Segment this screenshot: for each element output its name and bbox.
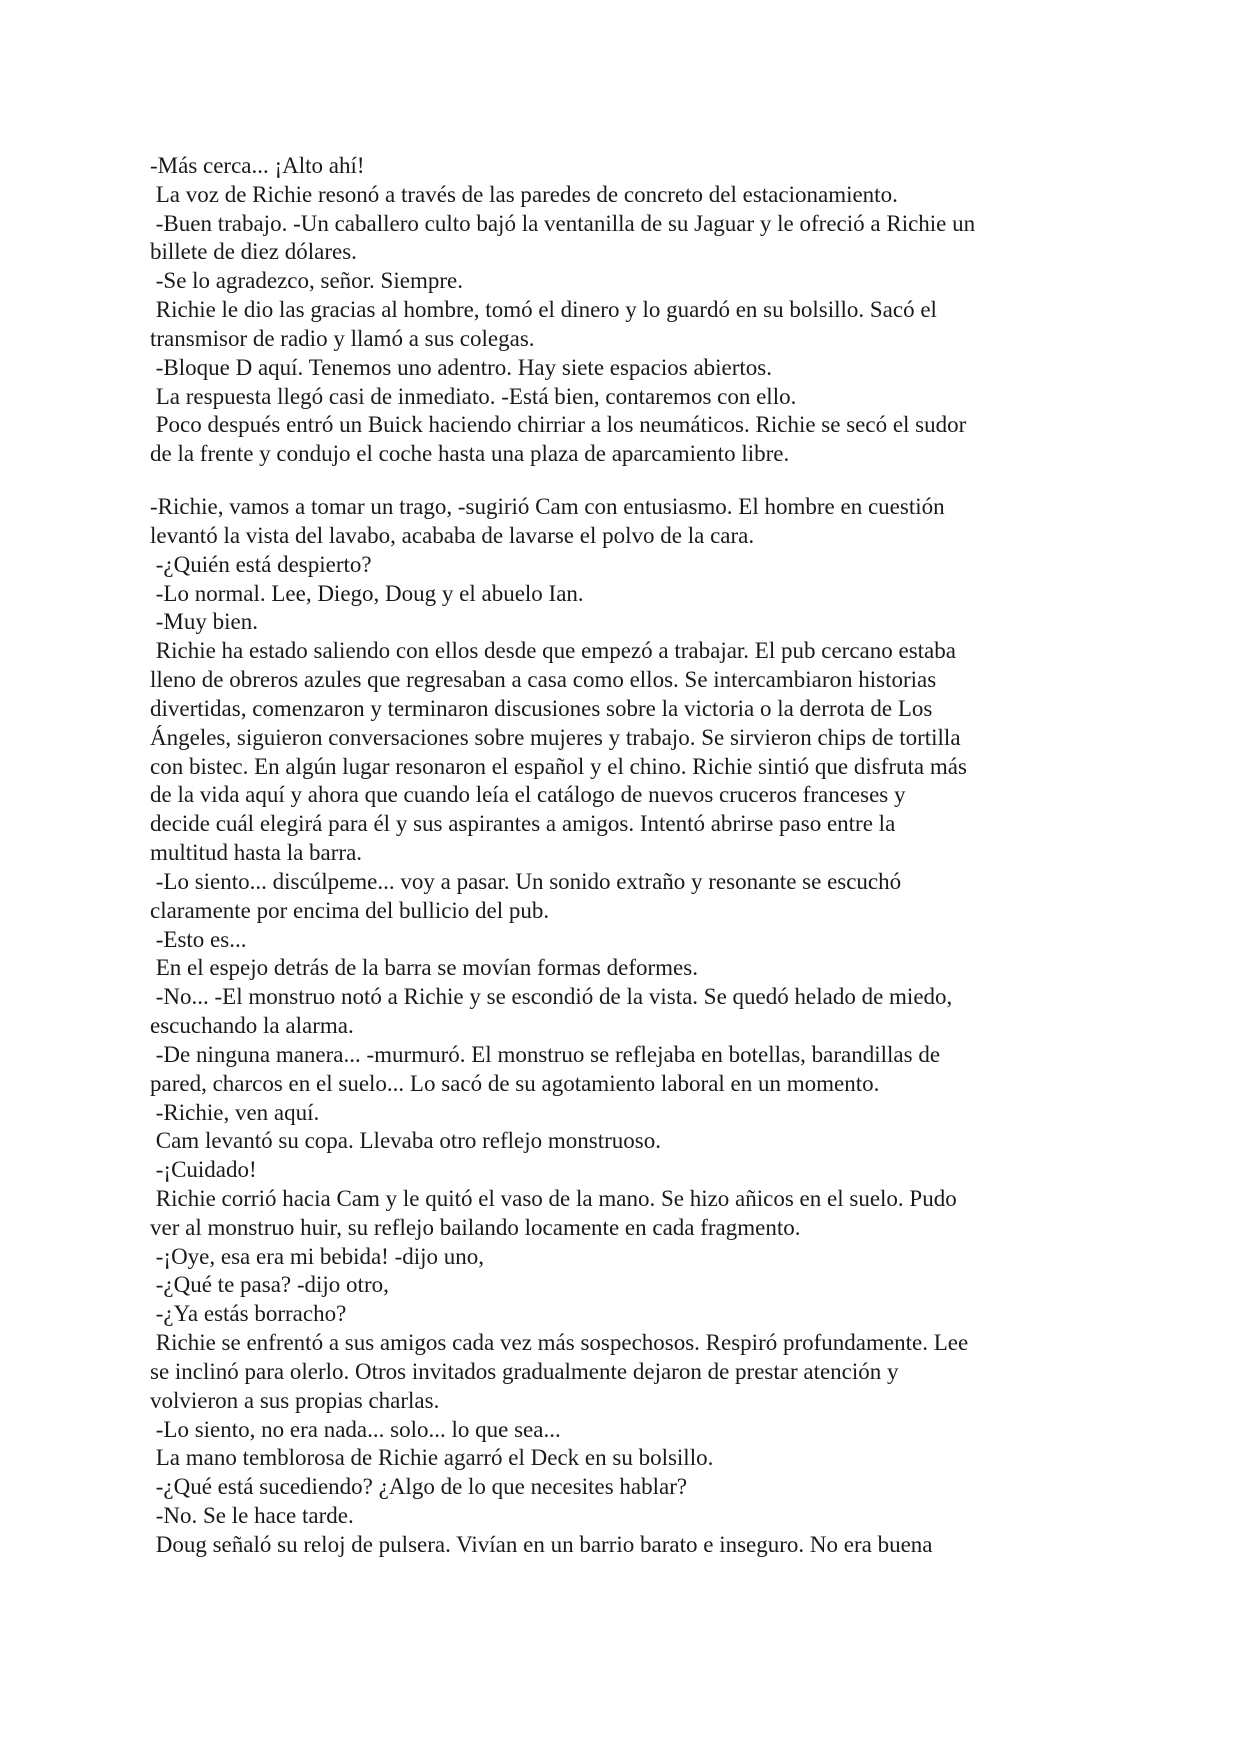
text-line: -Buen trabajo. -Un caballero culto bajó la ventanilla de su Jaguar y le ofreció a Richie un: [150, 210, 976, 236]
text-line: Richie le dio las gracias al hombre, tomó el dinero y lo guardó en su bolsillo. Sacó el: [150, 297, 937, 323]
text-line: La voz de Richie resonó a través de las paredes de concreto del estacionamiento.: [150, 181, 898, 207]
text-line: Poco después entró un Buick haciendo chirriar a los neumáticos. Richie se secó el sudor: [150, 412, 967, 438]
text-line: billete de diez dólares.: [150, 239, 357, 265]
document-page: [150, 152, 1100, 1560]
text-line: -No... -El monstruo notó a Richie y se escondió de la vista. Se quedó helado de miedo,: [150, 984, 953, 1010]
text-line: -¡Cuidado!: [150, 1157, 257, 1183]
text-line: lleno de obreros azules que regresaban a casa como ellos. Se intercambiaron historias: [150, 667, 937, 693]
text-line: Cam levantó su copa. Llevaba otro reflejo monstruoso.: [150, 1128, 661, 1154]
text-line: se inclinó para olerlo. Otros invitados gradualmente dejaron de prestar atención y: [150, 1358, 899, 1384]
text-line: pared, charcos en el suelo... Lo sacó de su agotamiento laboral en un momento.: [150, 1070, 880, 1096]
text-line: Richie ha estado saliendo con ellos desde que empezó a trabajar. El pub cercano estaba: [150, 638, 956, 664]
text-line: La mano temblorosa de Richie agarró el Deck en su bolsillo.: [150, 1445, 714, 1471]
text-line: -¿Qué te pasa? -dijo otro,: [150, 1272, 389, 1298]
text-line: -¿Ya estás borracho?: [150, 1301, 347, 1327]
text-line: con bistec. En algún lugar resonaron el español y el chino. Richie sintió que disfruta más: [150, 753, 967, 779]
text-line: decide cuál elegirá para él y sus aspirantes a amigos. Intentó abrirse paso entre la: [150, 811, 896, 837]
text-line: -De ninguna manera... -murmuró. El monstruo se reflejaba en botellas, barandillas de: [150, 1041, 941, 1067]
text-line: Richie corrió hacia Cam y le quitó el vaso de la mano. Se hizo añicos en el suelo. Pudo: [150, 1185, 957, 1211]
text-line: -Lo siento, no era nada... solo... lo que sea...: [150, 1416, 561, 1442]
text-line: La respuesta llegó casi de inmediato. -Está bien, contaremos con ello.: [150, 383, 797, 409]
text-line: En el espejo detrás de la barra se movían formas deformes.: [150, 955, 698, 981]
text-line: -¿Qué está sucediendo? ¿Algo de lo que necesites hablar?: [150, 1474, 688, 1500]
text-line: Ángeles, siguieron conversaciones sobre mujeres y trabajo. Se sirvieron chips de tortilla: [150, 724, 961, 750]
text-section: [150, 493, 1100, 1560]
text-line: -Bloque D aquí. Tenemos uno adentro. Hay siete espacios abiertos.: [150, 354, 772, 380]
text-line: claramente por encima del bullicio del pub.: [150, 897, 550, 923]
text-line: -Se lo agradezco, señor. Siempre.: [150, 268, 463, 294]
text-line: transmisor de radio y llamó a sus colegas.: [150, 325, 535, 351]
text-line: de la vida aquí y ahora que cuando leía el catálogo de nuevos cruceros franceses y: [150, 782, 906, 808]
text-line: -Esto es...: [150, 926, 247, 952]
text-line: multitud hasta la barra.: [150, 840, 363, 866]
section-gap: [150, 469, 1100, 493]
text-line: escuchando la alarma.: [150, 1013, 354, 1039]
text-line: ver al monstruo huir, su reflejo bailando locamente en cada fragmento.: [150, 1214, 801, 1240]
text-line: -¿Quién está despierto?: [150, 551, 372, 577]
text-line: -No. Se le hace tarde.: [150, 1503, 354, 1529]
text-line: Doug señaló su reloj de pulsera. Vivían en un barrio barato e inseguro. No era buena: [150, 1531, 933, 1557]
text-line: -¡Oye, esa era mi bebida! -dijo uno,: [150, 1243, 485, 1269]
text-line: -Más cerca... ¡Alto ahí!: [150, 153, 365, 178]
text-line: -Muy bien.: [150, 609, 258, 635]
text-line: Richie se enfrentó a sus amigos cada vez más sospechosos. Respiró profundamente. Lee: [150, 1330, 969, 1356]
text-line: de la frente y condujo el coche hasta una plaza de aparcamiento libre.: [150, 441, 790, 467]
text-line: -Lo siento... discúlpeme... voy a pasar. Un sonido extraño y resonante se escuchó: [150, 868, 902, 894]
text-line: -Lo normal. Lee, Diego, Doug y el abuelo Ian.: [150, 580, 584, 606]
text-line: divertidas, comenzaron y terminaron discusiones sobre la victoria o la derrota de Los: [150, 695, 933, 721]
text-section: [150, 152, 1100, 469]
text-line: levantó la vista del lavabo, acababa de lavarse el polvo de la cara.: [150, 522, 755, 548]
text-line: -Richie, vamos a tomar un trago, -sugirió Cam con entusiasmo. El hombre en cuestión: [150, 494, 945, 520]
text-line: volvieron a sus propias charlas.: [150, 1387, 440, 1413]
text-line: -Richie, ven aquí.: [150, 1099, 320, 1125]
